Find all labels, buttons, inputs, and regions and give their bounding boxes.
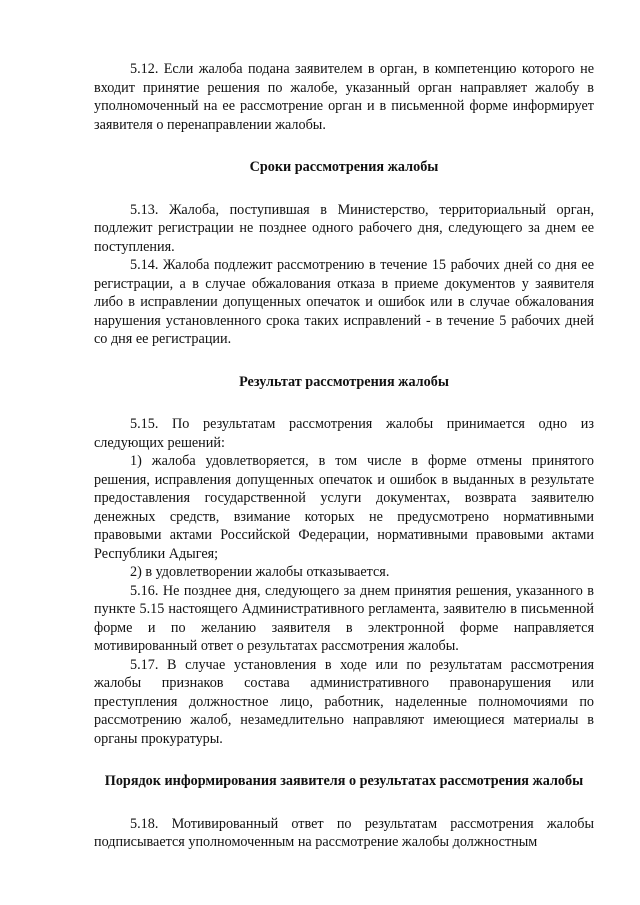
paragraph-5-13: 5.13. Жалоба, поступившая в Министерство, территориальный орган, подлежит регистрации не позднее одного рабочего дня, следующего за днем ее поступления. bbox=[94, 201, 594, 255]
document-page bbox=[94, 60, 594, 852]
paragraph-5-15-1: 1) жалоба удовлетворяется, в том числе в форме отмены принятого решения, исправления допущенных опечаток и ошибок в выданных в результате предоставления государственной услуги документах, возврата заявителю денежных средств, взимание которых не предусмотрено нормативными правовыми актами Российской Федерации, нормативными правовыми актами Республики Адыгея; bbox=[94, 453, 594, 562]
section-heading-terms: Сроки рассмотрения жалобы bbox=[249, 159, 439, 175]
paragraph-5-14: 5.14. Жалоба подлежит рассмотрению в течение 15 рабочих дней со дня ее регистрации, а в случае обжалования отказа в приеме документов у заявителя либо в исправлении допущенных опечаток и ошибок или в случае обжалования нарушения установленного срока таких исправлений - в течение 5 рабочих дней со дня ее регистрации. bbox=[94, 257, 594, 347]
paragraph-5-16: 5.16. Не позднее дня, следующего за днем принятия решения, указанного в пункте 5.15 настоящего Административного регламента, заявителю в письменной форме и по желанию заявителя в электронной форме направляется мотивированный ответ о результатах рассмотрения жалобы. bbox=[94, 582, 594, 654]
paragraph-5-12: 5.12. Если жалоба подана заявителем в орган, в компетенцию которого не входит принятие решения по жалобе, указанный орган направляет жалобу в уполномоченный на ее рассмотрение орган и в письменной форме информирует заявителя о перенаправлении жалобы. bbox=[94, 61, 594, 133]
section-heading-inform: Порядок информирования заявителя о результатах рассмотрения жалобы bbox=[104, 773, 584, 789]
paragraph-5-15-2: 2) в удовлетворении жалобы отказывается. bbox=[130, 564, 390, 580]
section-heading-result: Результат рассмотрения жалобы bbox=[239, 373, 449, 390]
paragraph-5-15: 5.15. По результатам рассмотрения жалобы принимается одно из следующих решений: bbox=[94, 416, 594, 451]
paragraph-5-17: 5.17. В случае установления в ходе или по результатам рассмотрения жалобы признаков состава административного правонарушения или преступления должностное лицо, работник, наделенные полномочиями по рассмотрению жалоб, незамедлительно направляют имеющиеся материалы в органы прокуратуры. bbox=[94, 656, 594, 747]
paragraph-5-18: 5.18. Мотивированный ответ по результатам рассмотрения жалобы подписывается уполномоченным на рассмотрение жалобы должностным bbox=[94, 815, 594, 850]
